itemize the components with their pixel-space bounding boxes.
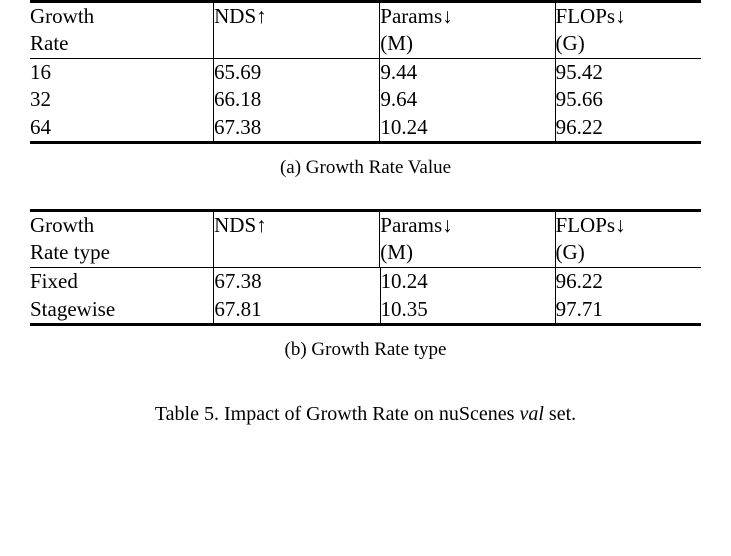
table-row [30, 114, 701, 141]
caption-suffix: set. [543, 402, 577, 425]
header-cell-growth-rate: Growth Rate [30, 4, 95, 56]
table-row [30, 268, 701, 295]
table-a [30, 3, 701, 58]
header-cell-growth-rate-type: Growth Rate type [30, 213, 110, 265]
cell-flops: 96.22 [555, 114, 701, 141]
cell-nds: 66.18 [214, 86, 380, 113]
table-b [30, 212, 701, 267]
cell-params: 10.24 [380, 268, 555, 295]
header-cell-flops: FLOPs↓ (G) [555, 212, 701, 267]
cell-growth-rate-type: Stagewise [30, 296, 116, 321]
table-b-body [30, 268, 701, 323]
table-header-row [30, 3, 701, 58]
caption-prefix: Table 5. Impact of Growth Rate on nuScenes [154, 402, 520, 425]
cell-nds: 67.38 [214, 268, 380, 295]
cell-params: 9.64 [380, 86, 555, 113]
cell-nds: 67.81 [214, 296, 380, 323]
table-main-caption [30, 403, 701, 426]
header-cell-params: Params↓ (M) [380, 212, 555, 267]
cell-nds: 67.38 [214, 114, 380, 141]
header-cell-params: Params↓ (M) [380, 3, 555, 58]
header-cell-nds: NDS↑ [214, 3, 380, 58]
table-a-body [30, 59, 701, 141]
cell-growth-rate-type: Fixed [30, 269, 78, 294]
cell-flops: 97.71 [555, 296, 701, 323]
cell-growth-rate: 64 [30, 114, 51, 139]
table-row [30, 296, 701, 323]
cell-flops: 96.22 [555, 268, 701, 295]
cell-params: 10.24 [380, 114, 555, 141]
cell-params: 10.35 [380, 296, 555, 323]
header-cell-nds: NDS↑ [214, 212, 380, 267]
cell-growth-rate: 32 [30, 87, 51, 112]
cell-growth-rate: 16 [30, 60, 51, 85]
caption-italic: val [519, 402, 544, 425]
cell-flops: 95.66 [555, 86, 701, 113]
table-growth-rate-value [30, 0, 701, 179]
table-row [30, 59, 701, 86]
header-cell-flops: FLOPs↓ (G) [555, 3, 701, 58]
table-growth-rate-type [30, 209, 701, 361]
cell-params: 9.44 [380, 59, 555, 86]
subcaption-a: (a) Growth Rate Value [279, 157, 452, 179]
subcaption-b: (b) Growth Rate type [284, 338, 447, 360]
table-bottom-rule [30, 141, 701, 144]
cell-nds: 65.69 [214, 59, 380, 86]
table-bottom-rule [30, 323, 701, 326]
table-header-row [30, 212, 701, 267]
table-gap [30, 179, 701, 209]
cell-flops: 95.42 [555, 59, 701, 86]
table-row [30, 86, 701, 113]
